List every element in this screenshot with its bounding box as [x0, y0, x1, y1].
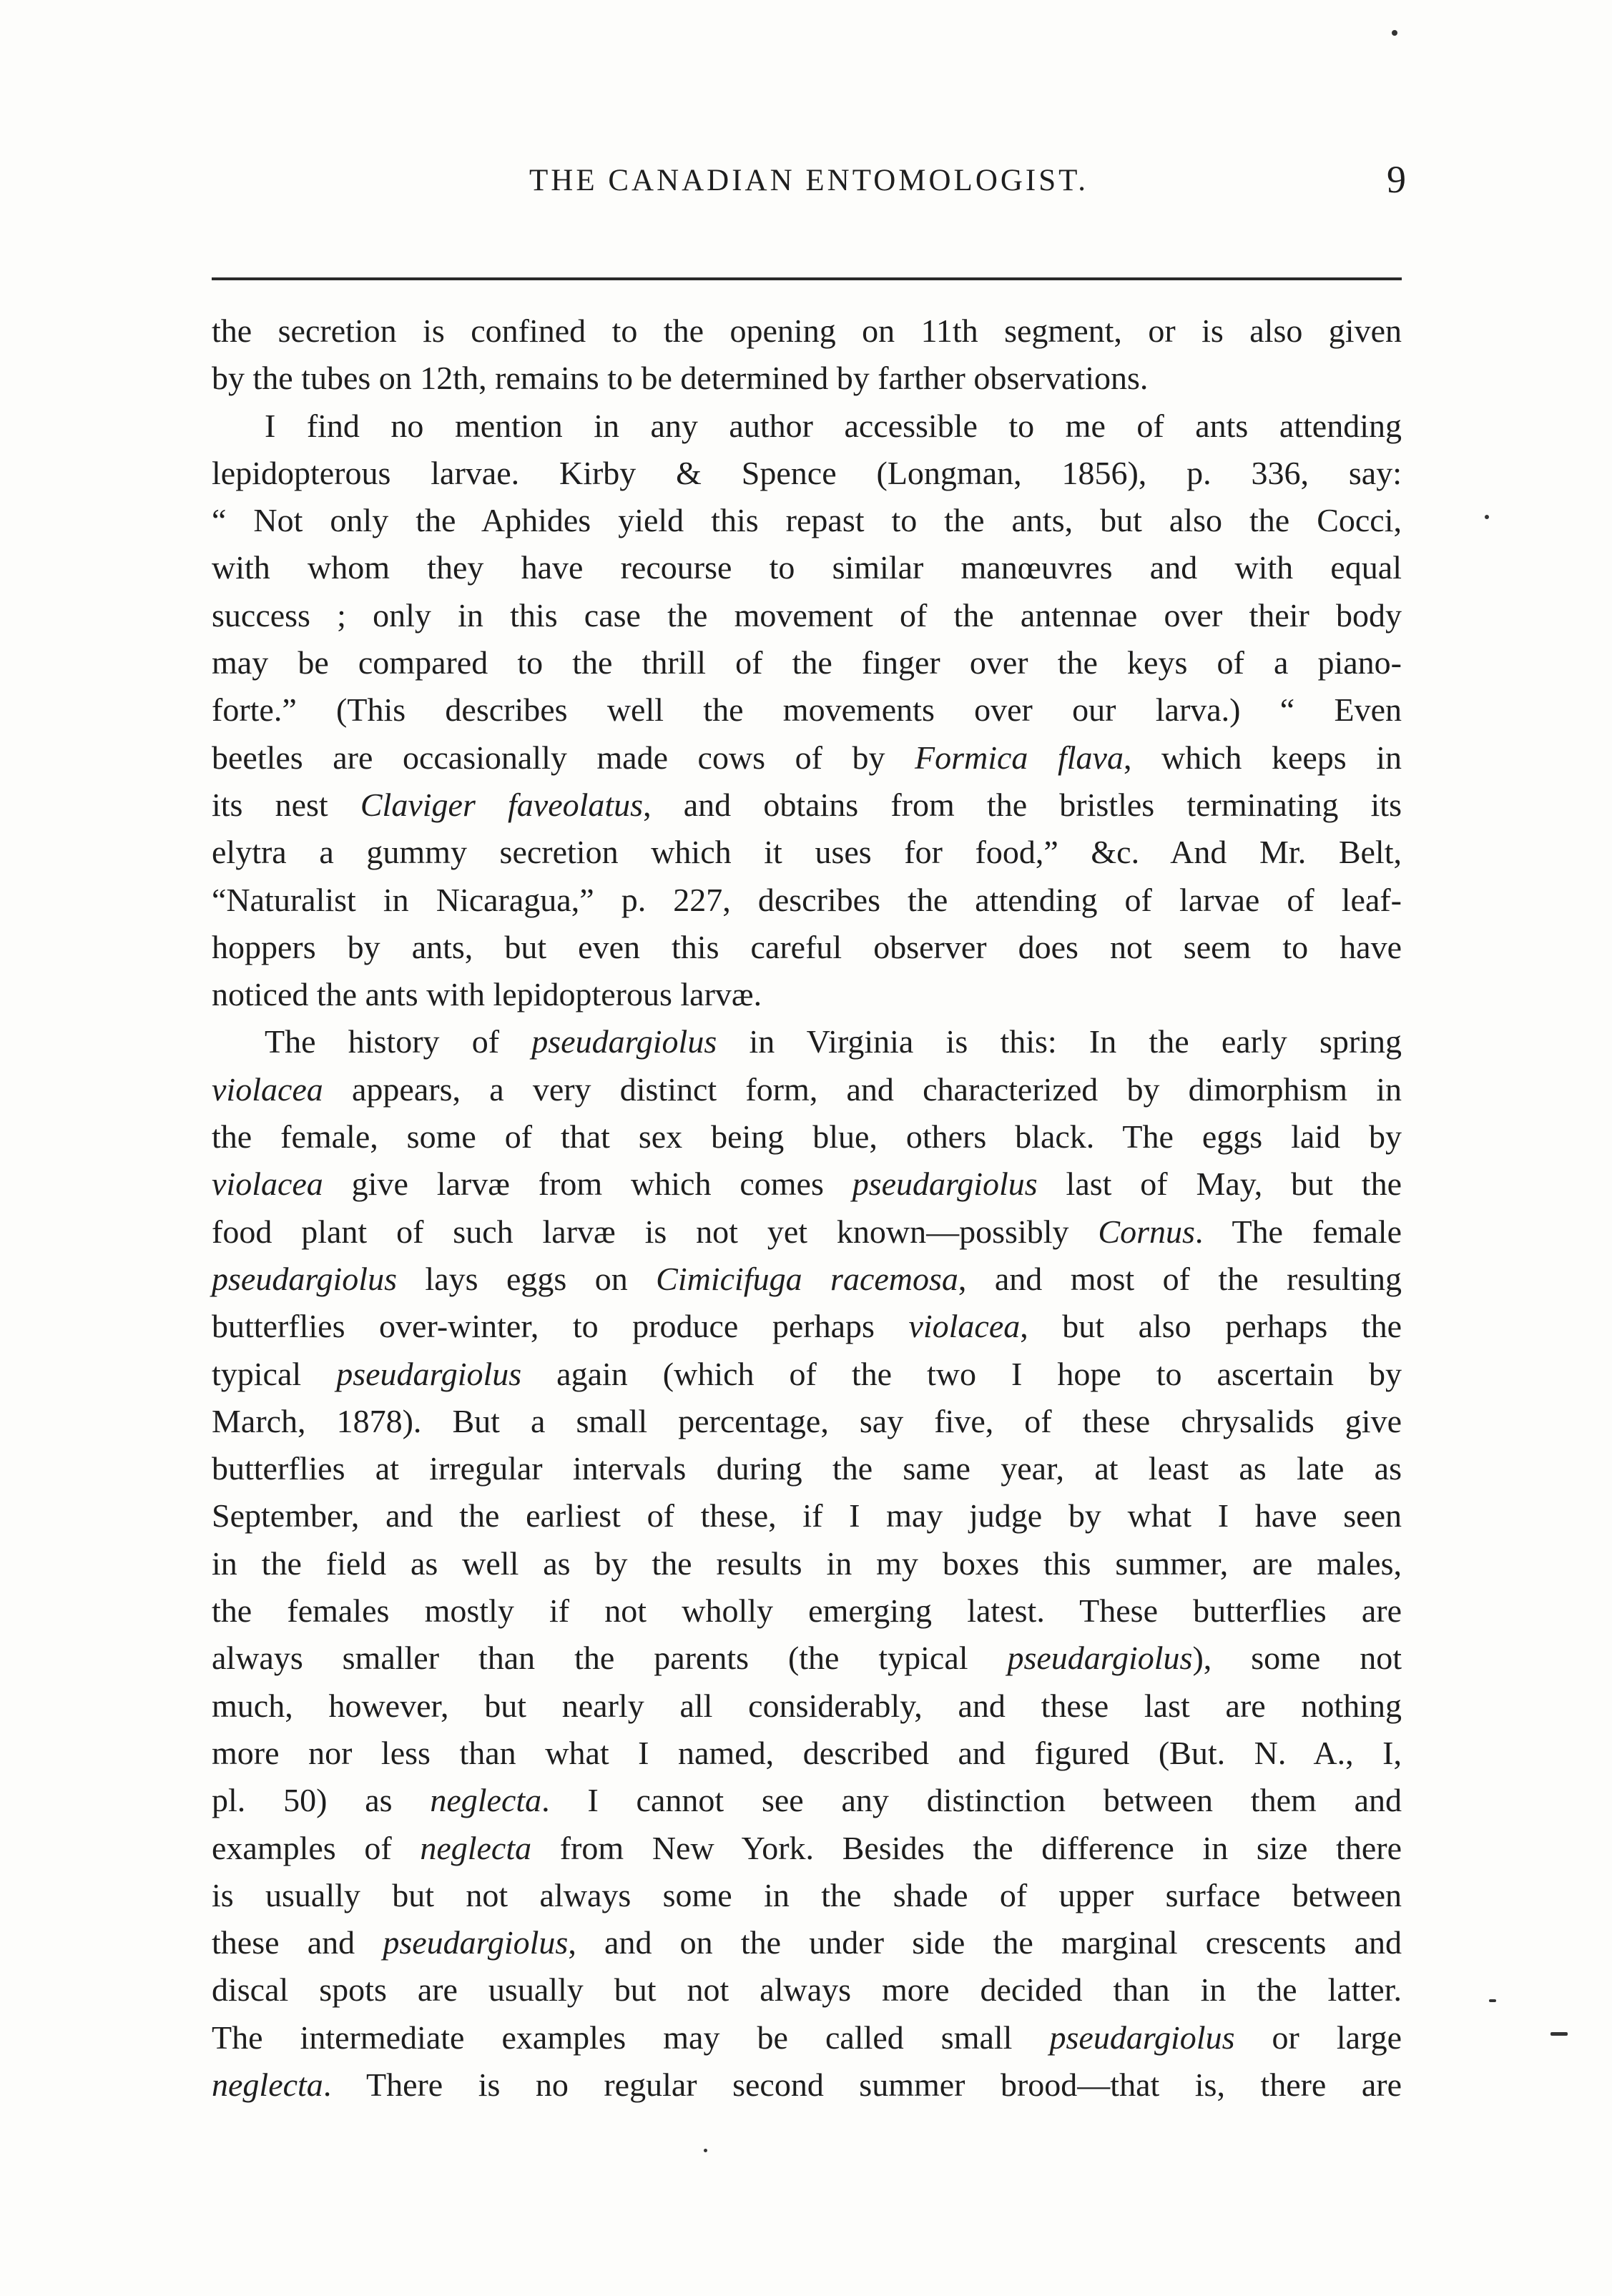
text-line: hoppers by ants, but even this careful observer does not seem to have — [212, 928, 1402, 965]
text-line: the secretion is confined to the opening on 11th segment, or is also given — [212, 312, 1402, 349]
text-line: lepidopterous larvae. Kirby & Spence (Longman, 1856), p. 336, say: — [212, 454, 1402, 491]
text-line: more nor less than what I named, described and figured (But. N. A., I, — [212, 1734, 1402, 1771]
text-line: these and pseudargiolus, and on the under side the marginal crescents and — [212, 1924, 1402, 1961]
text-line: food plant of such larvæ is not yet known—possibly Cornus. The female — [212, 1213, 1402, 1250]
text-line: is usually but not always some in the shade of upper surface between — [212, 1876, 1402, 1913]
scan-speck — [1489, 1999, 1496, 2002]
text-line: forte.” (This describes well the movements over our larva.) “ Even — [212, 691, 1402, 729]
header-rule — [212, 277, 1402, 280]
text-line: violacea give larvæ from which comes pseudargiolus last of May, but the — [212, 1166, 1402, 1203]
text-line: noticed the ants with lepidopterous larvæ. — [212, 976, 762, 1013]
text-line: September, and the earliest of these, if I may judge by what I have seen — [212, 1497, 1402, 1534]
text-line: success ; only in this case the movement of the antennae over their body — [212, 596, 1402, 634]
text-line: March, 1878). But a small percentage, say five, of these chrysalids give — [212, 1402, 1402, 1439]
text-line: pl. 50) as neglecta. I cannot see any distinction between them and — [212, 1782, 1402, 1819]
running-head: THE CANADIAN ENTOMOLOGIST. — [529, 164, 1088, 197]
text-line: violacea appears, a very distinct form, and characterized by dimorphism in — [212, 1070, 1402, 1108]
text-line: its nest Claviger faveolatus, and obtains from the bristles terminating its — [212, 786, 1402, 823]
text-line: I find no mention in any author accessible to me of ants attending — [265, 407, 1402, 444]
text-line: typical pseudargiolus again (which of the two I hope to ascertain by — [212, 1355, 1402, 1392]
text-line: the female, some of that sex being blue, others black. The eggs laid by — [212, 1118, 1402, 1156]
text-line: may be compared to the thrill of the finger over the keys of a piano- — [212, 644, 1402, 681]
text-line: pseudargiolus lays eggs on Cimicifuga racemosa, and most of the resulting — [212, 1260, 1402, 1297]
text-line: The history of pseudargiolus in Virginia is this: In the early spring — [265, 1023, 1402, 1060]
text-line: “ Not only the Aphides yield this repast to the ants, but also the Cocci, — [212, 502, 1402, 539]
text-line: “Naturalist in Nicaragua,” p. 227, describes the attending of larvae of leaf- — [212, 881, 1402, 918]
text-line: the females mostly if not wholly emerging latest. These butterflies are — [212, 1592, 1402, 1630]
text-line: examples of neglecta from New York. Besides the difference in size there — [212, 1829, 1402, 1866]
scan-speck — [1485, 515, 1489, 519]
text-line: beetles are occasionally made cows of by Formica flava, which keeps in — [212, 739, 1402, 776]
text-line: butterflies over-winter, to produce perhaps violacea, but also perhaps the — [212, 1308, 1402, 1345]
text-line: in the field as well as by the results in my boxes this summer, are males, — [212, 1544, 1402, 1582]
text-line: butterflies at irregular intervals during the same year, at least as late as — [212, 1450, 1402, 1487]
scan-speck — [1392, 30, 1397, 36]
page-header — [212, 158, 1406, 216]
scan-speck — [1550, 2032, 1568, 2036]
text-line: always smaller than the parents (the typical pseudargiolus), some not — [212, 1640, 1402, 1677]
text-line: neglecta. There is no regular second summer brood—that is, there are — [212, 2066, 1402, 2103]
text-line: by the tubes on 12th, remains to be determined by farther observations. — [212, 360, 1149, 397]
page-number: 9 — [1387, 158, 1406, 201]
text-line: The intermediate examples may be called small pseudargiolus or large — [212, 2019, 1402, 2056]
text-line: much, however, but nearly all considerably, and these last are nothing — [212, 1687, 1402, 1724]
text-line: with whom they have recourse to similar manœuvres and with equal — [212, 549, 1402, 586]
body-text — [212, 307, 1402, 2109]
text-line: discal spots are usually but not always more decided than in the latter. — [212, 1971, 1402, 2009]
text-line: elytra a gummy secretion which it uses for food,” &c. And Mr. Belt, — [212, 834, 1402, 871]
scan-speck — [704, 2149, 707, 2152]
